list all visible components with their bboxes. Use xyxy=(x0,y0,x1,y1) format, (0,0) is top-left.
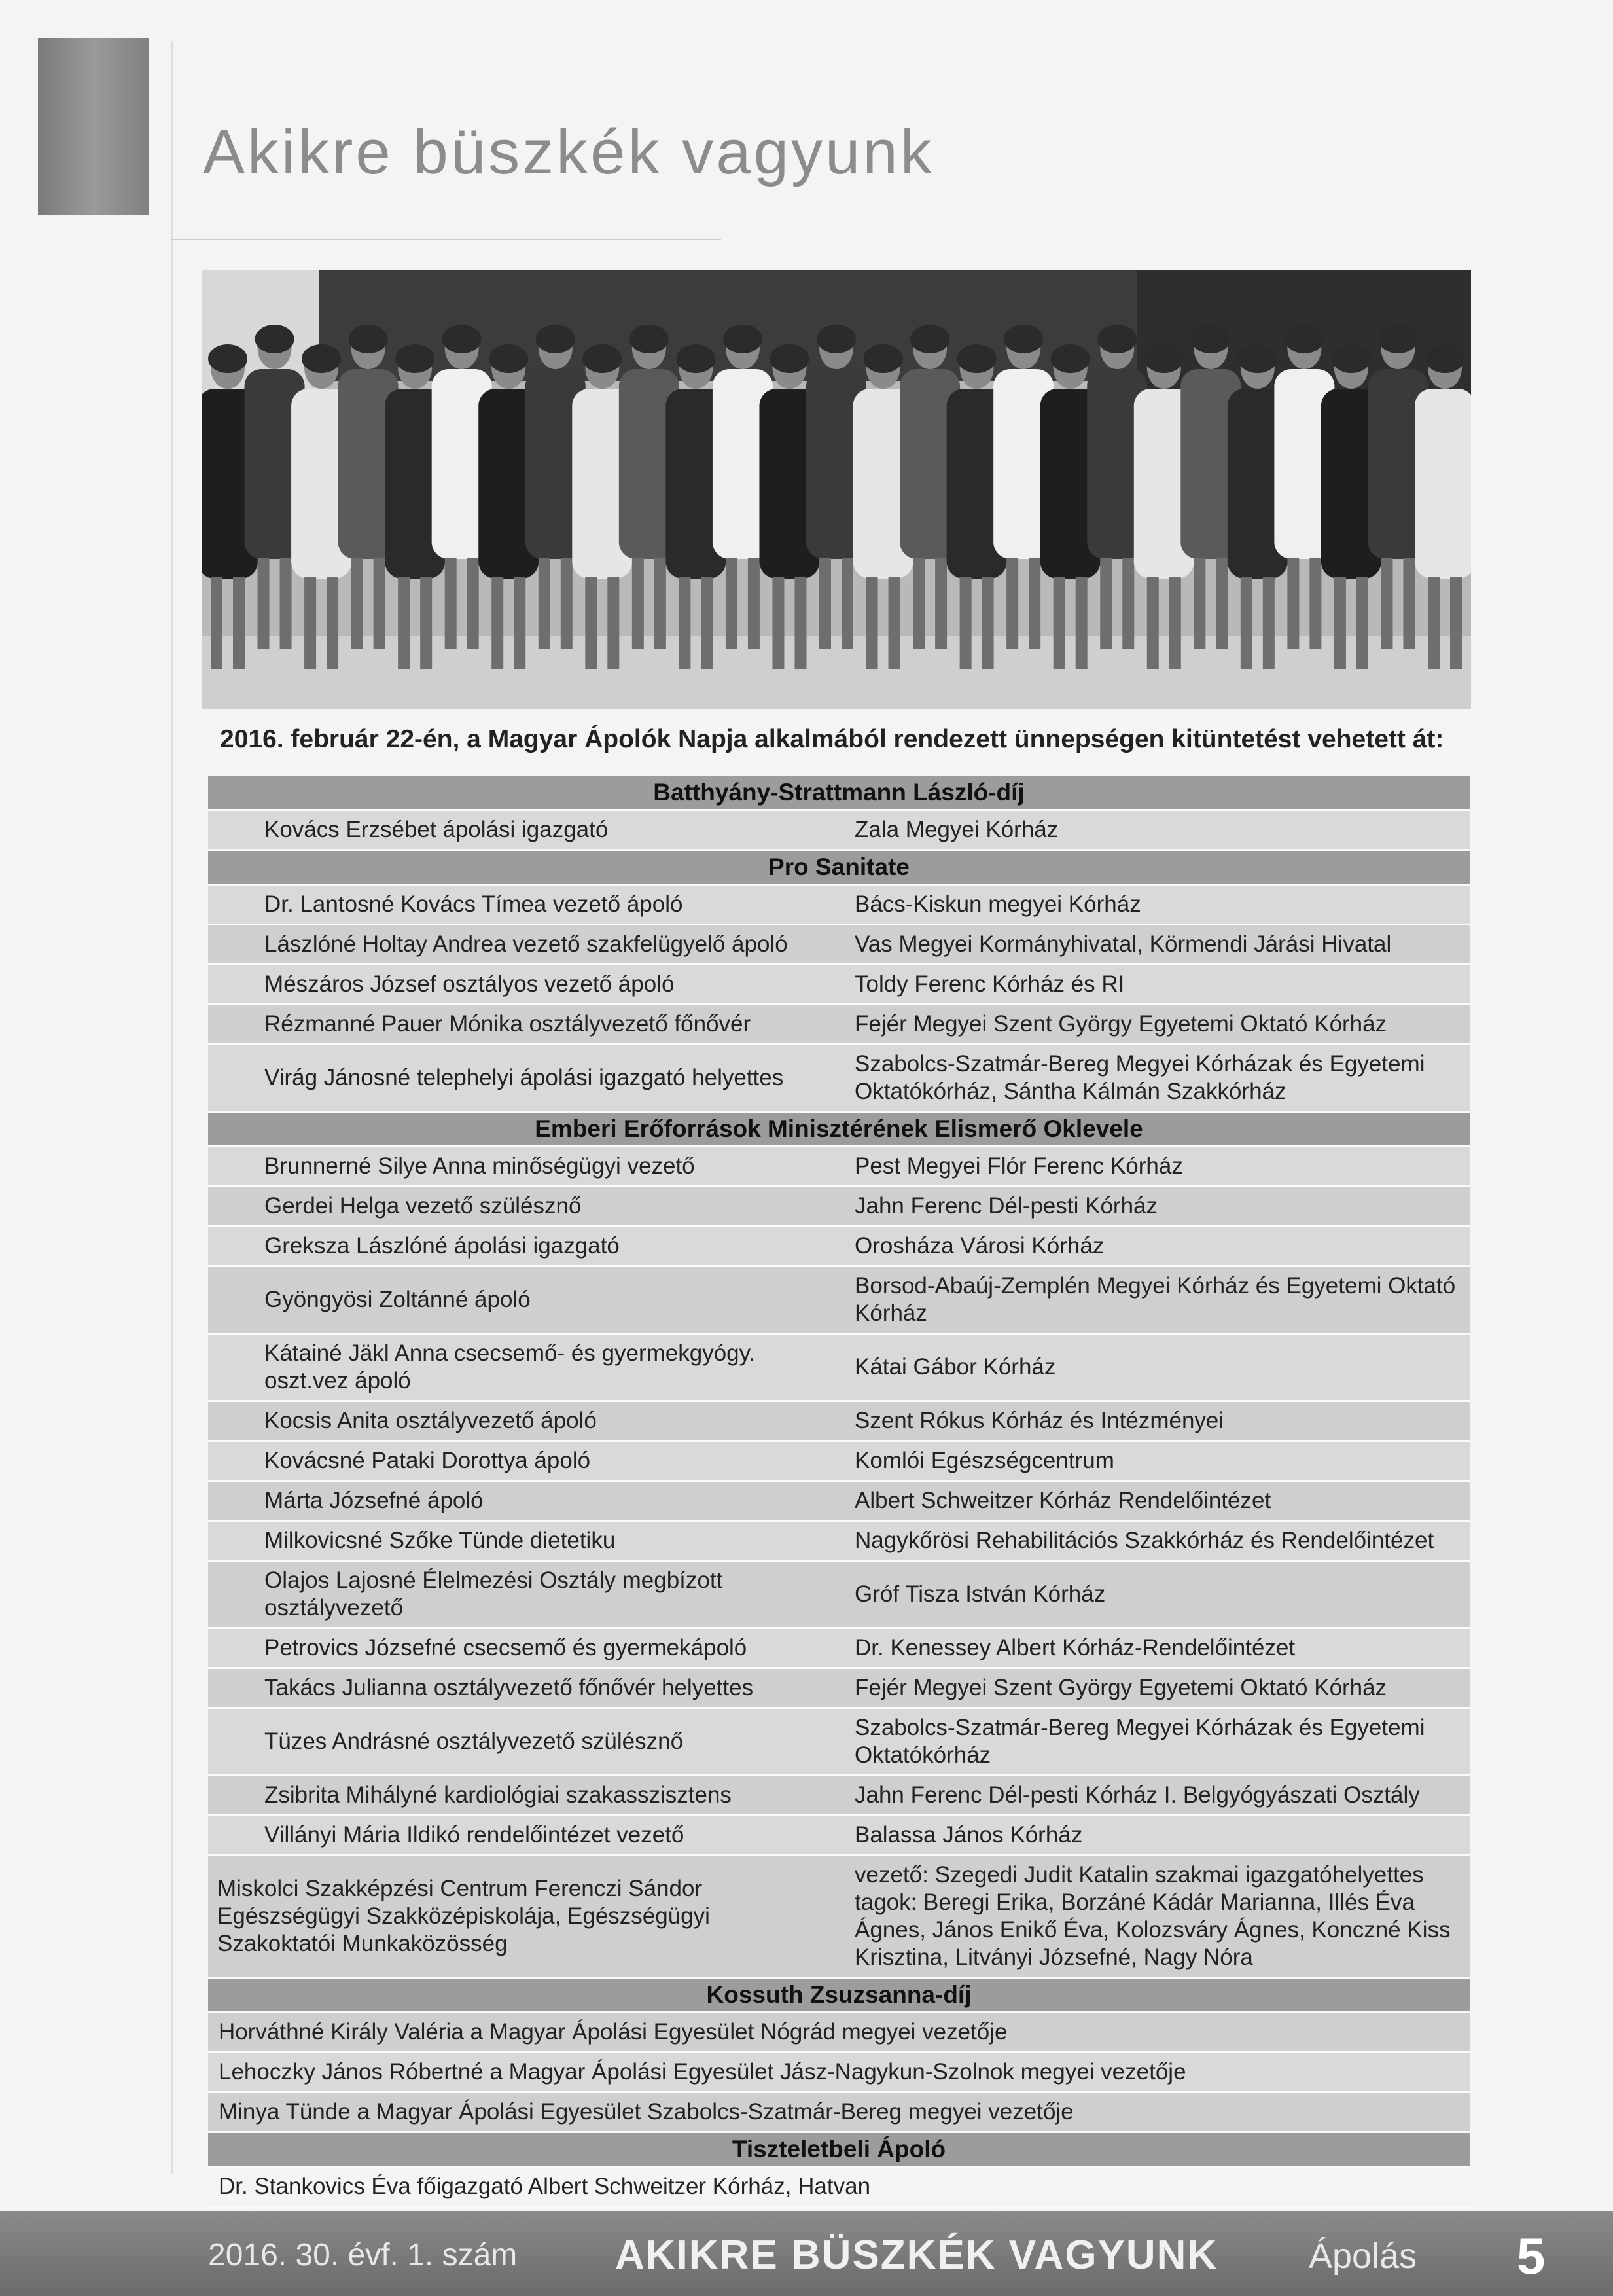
awardee-row xyxy=(208,1401,1470,1441)
person-leg xyxy=(1241,577,1252,669)
person-hair xyxy=(723,325,762,353)
person-leg xyxy=(398,577,410,669)
person-leg xyxy=(679,577,690,669)
awardee-name: Kátainé Jäkl Anna csecsemő- és gyermekgyógy. oszt.vez ápoló xyxy=(208,1334,839,1401)
page-number: 5 xyxy=(1517,2227,1546,2285)
awardee-row xyxy=(208,1708,1470,1776)
person-leg xyxy=(561,558,573,649)
person-hair xyxy=(1378,325,1417,353)
person-leg xyxy=(211,577,222,669)
awardee-name: Villányi Mária Ildikó rendelőintézet vezető xyxy=(208,1816,839,1856)
awardee-name: Kocsis Anita osztályvezető ápoló xyxy=(208,1401,839,1441)
group-photo xyxy=(202,270,1471,709)
awardee-description: Dr. Stankovics Éva főigazgató Albert Schweitzer Kórház, Hatvan xyxy=(208,2167,1470,2207)
person-leg xyxy=(467,558,479,649)
awardee-institution: Zala Megyei Kórház xyxy=(839,810,1470,850)
person-leg xyxy=(374,558,385,649)
award-section-title: Tiszteletbeli Ápoló xyxy=(208,2132,1470,2167)
person-leg xyxy=(445,558,457,649)
person-leg xyxy=(258,558,270,649)
awardee-row xyxy=(208,2013,1470,2053)
person-leg xyxy=(1381,558,1392,649)
person-leg xyxy=(1006,558,1018,649)
awardee-name: Brunnerné Silye Anna minőségügyi vezető xyxy=(208,1147,839,1187)
awards-table xyxy=(208,776,1470,2208)
awardee-institution: Fejér Megyei Szent György Egyetemi Oktató Kórház xyxy=(839,1005,1470,1045)
awardee-row xyxy=(208,1005,1470,1045)
awardee-institution: Dr. Kenessey Albert Kórház-Rendelőintézet xyxy=(839,1628,1470,1668)
person-leg xyxy=(1356,577,1368,669)
awardee-institution: Toldy Ferenc Kórház és RI xyxy=(839,965,1470,1005)
person-hair xyxy=(817,325,856,353)
awardee-name: Lászlóné Holtay Andrea vezető szakfelügyelő ápoló xyxy=(208,925,839,965)
awardee-name: Olajos Lajosné Élelmezési Osztály megbízott osztályvezető xyxy=(208,1561,839,1628)
person-leg xyxy=(1076,577,1088,669)
awardee-row xyxy=(208,1668,1470,1708)
person-leg xyxy=(585,577,597,669)
person-leg xyxy=(935,558,947,649)
person-hair xyxy=(1004,325,1043,353)
awardee-institution: Komlói Egészségcentrum xyxy=(839,1441,1470,1481)
person-leg xyxy=(819,558,831,649)
awardee-name: Virág Jánosné telephelyi ápolási igazgató helyettes xyxy=(208,1045,839,1112)
awardee-row xyxy=(208,965,1470,1005)
page-title: Akikre büszkék vagyunk xyxy=(203,117,934,187)
awardee-name: Kovács Erzsébet ápolási igazgató xyxy=(208,810,839,850)
person-hair xyxy=(1097,325,1137,353)
awardee-row xyxy=(208,1334,1470,1401)
awardee-institution: Kátai Gábor Kórház xyxy=(839,1334,1470,1401)
person-hair xyxy=(536,325,575,353)
awardee-row xyxy=(208,2167,1470,2207)
person-hair xyxy=(629,325,669,353)
awardee-row xyxy=(208,2092,1470,2132)
awardee-row xyxy=(208,1441,1470,1481)
awardee-name: Milkovicsné Szőke Tünde dietetiku xyxy=(208,1521,839,1561)
awardee-institution: Bács-Kiskun megyei Kórház xyxy=(839,885,1470,925)
person-hair xyxy=(1425,344,1464,373)
person-leg xyxy=(772,577,784,669)
person-hair xyxy=(1144,344,1184,373)
awardee-description: Horváthné Király Valéria a Magyar Ápolási Egyesület Nógrád megyei vezetője xyxy=(208,2013,1470,2053)
person-leg xyxy=(1403,558,1415,649)
person-leg xyxy=(960,577,972,669)
awardee-row xyxy=(208,810,1470,850)
awardee-institution: Jahn Ferenc Dél-pesti Kórház xyxy=(839,1187,1470,1227)
awardee-name: Takács Julianna osztályvezető főnővér helyettes xyxy=(208,1668,839,1708)
photo-caption: 2016. február 22-én, a Magyar Ápolók Napja alkalmából rendezett ünnepségen kitüntetést vehetett át: xyxy=(220,725,1444,753)
person-leg xyxy=(1029,558,1040,649)
person-leg xyxy=(420,577,432,669)
awardee-institution: Szent Rókus Kórház és Intézményei xyxy=(839,1401,1470,1441)
person-leg xyxy=(1287,558,1299,649)
margin-rule xyxy=(171,41,173,2174)
awardee-row xyxy=(208,885,1470,925)
decorative-side-bar xyxy=(38,38,149,215)
award-section-header xyxy=(208,1112,1470,1147)
person-hair xyxy=(208,344,247,373)
award-section-title: Kossuth Zsuzsanna-díj xyxy=(208,1978,1470,2013)
person-leg xyxy=(1100,558,1112,649)
person-leg xyxy=(607,577,619,669)
person-leg xyxy=(1054,577,1065,669)
awardee-institution: Orosháza Városi Kórház xyxy=(839,1227,1470,1266)
person-leg xyxy=(982,577,994,669)
awardee-description: Lehoczky János Róbertné a Magyar Ápolási Egyesület Jász-Nagykun-Szolnok megyei vezetője xyxy=(208,2053,1470,2092)
person-hair xyxy=(395,344,434,373)
awardee-name: Gerdei Helga vezető szülésznő xyxy=(208,1187,839,1227)
person-leg xyxy=(1147,577,1159,669)
person-leg xyxy=(1309,558,1321,649)
awardee-name: Dr. Lantosné Kovács Tímea vezető ápoló xyxy=(208,885,839,925)
person-hair xyxy=(910,325,949,353)
awardee-description: Minya Tünde a Magyar Ápolási Egyesület Szabolcs-Szatmár-Bereg megyei vezetője xyxy=(208,2092,1470,2132)
awardee-row xyxy=(208,1481,1470,1521)
person-body xyxy=(1415,389,1471,579)
person-leg xyxy=(726,558,737,649)
person-leg xyxy=(701,577,713,669)
awardee-institution: Albert Schweitzer Kórház Rendelőintézet xyxy=(839,1481,1470,1521)
award-section-header xyxy=(208,2132,1470,2167)
awardee-institution: Nagykőrösi Rehabilitációs Szakkórház és Rendelőintézet xyxy=(839,1521,1470,1561)
awardee-institution: Fejér Megyei Szent György Egyetemi Oktató Kórház xyxy=(839,1668,1470,1708)
awardee-institution: Szabolcs-Szatmár-Bereg Megyei Kórházak és Egyetemi Oktatókórház, Sántha Kálmán Szakkórház xyxy=(839,1045,1470,1112)
awardee-name: Petrovics Józsefné csecsemő és gyermekápoló xyxy=(208,1628,839,1668)
awardee-row xyxy=(208,1227,1470,1266)
person-hair xyxy=(255,325,294,353)
person-hair xyxy=(442,325,482,353)
issue-label: 2016. 30. évf. 1. szám xyxy=(208,2238,518,2272)
person-leg xyxy=(514,577,525,669)
award-section-title: Emberi Erőforrások Minisztérének Elismerő Oklevele xyxy=(208,1112,1470,1147)
awardee-institution: Gróf Tisza István Kórház xyxy=(839,1561,1470,1628)
person-leg xyxy=(233,577,245,669)
award-section-title: Pro Sanitate xyxy=(208,850,1470,885)
awardee-row xyxy=(208,1045,1470,1112)
title-divider xyxy=(171,239,721,240)
person-leg xyxy=(327,577,338,669)
person-hair xyxy=(489,344,528,373)
person-hair xyxy=(1285,325,1324,353)
person-hair xyxy=(1191,325,1230,353)
awardee-name: Kovácsné Pataki Dorottya ápoló xyxy=(208,1441,839,1481)
person-hair xyxy=(1332,344,1371,373)
awards-table-body xyxy=(208,776,1470,2207)
magazine-name: Ápolás xyxy=(1309,2236,1417,2276)
person-leg xyxy=(1169,577,1181,669)
person-leg xyxy=(1194,558,1205,649)
person-hair xyxy=(864,344,903,373)
person-leg xyxy=(280,558,292,649)
person-leg xyxy=(1122,558,1134,649)
person-hair xyxy=(1238,344,1277,373)
awardee-name: Greksza Lászlóné ápolási igazgató xyxy=(208,1227,839,1266)
awardee-row xyxy=(208,1816,1470,1856)
awardee-name: Tüzes Andrásné osztályvezető szülésznő xyxy=(208,1708,839,1776)
person-hair xyxy=(349,325,388,353)
person-hair xyxy=(582,344,622,373)
awardee-institution: Borsod-Abaúj-Zemplén Megyei Kórház és Egyetemi Oktató Kórház xyxy=(839,1266,1470,1334)
person-leg xyxy=(539,558,550,649)
person-leg xyxy=(866,577,878,669)
awardee-row xyxy=(208,925,1470,965)
person-leg xyxy=(1450,577,1462,669)
awardee-row xyxy=(208,1628,1470,1668)
awardee-name: Zsibrita Mihályné kardiológiai szakasszisztens xyxy=(208,1776,839,1816)
awardee-row xyxy=(208,1147,1470,1187)
awardee-institution: Vas Megyei Kormányhivatal, Körmendi Járási Hivatal xyxy=(839,925,1470,965)
awardee-institution: Pest Megyei Flór Ferenc Kórház xyxy=(839,1147,1470,1187)
person-leg xyxy=(491,577,503,669)
person-hair xyxy=(1051,344,1090,373)
person-hair xyxy=(302,344,341,373)
awardee-row xyxy=(208,1776,1470,1816)
awardee-name: Miskolci Szakképzési Centrum Ferenczi Sándor Egészségügyi Szakközépiskolája, Egészségügyi Szakoktatói Munkaközösség xyxy=(208,1856,839,1978)
person-hair xyxy=(957,344,997,373)
person-leg xyxy=(748,558,760,649)
person-leg xyxy=(1216,558,1228,649)
person-leg xyxy=(1334,577,1346,669)
person-leg xyxy=(794,577,806,669)
person-hair xyxy=(770,344,809,373)
person-leg xyxy=(632,558,644,649)
awardee-row xyxy=(208,1266,1470,1334)
person-leg xyxy=(351,558,363,649)
awardee-institution: Balassa János Kórház xyxy=(839,1816,1470,1856)
person-leg xyxy=(842,558,853,649)
awardee-name: Márta Józsefné ápoló xyxy=(208,1481,839,1521)
person-leg xyxy=(1428,577,1440,669)
award-section-header xyxy=(208,776,1470,810)
awardee-row xyxy=(208,1856,1470,1978)
awardee-row xyxy=(208,2053,1470,2092)
person-leg xyxy=(654,558,666,649)
award-section-header xyxy=(208,1978,1470,2013)
page-footer xyxy=(0,2211,1613,2296)
person-hair xyxy=(676,344,715,373)
person-leg xyxy=(1263,577,1275,669)
awardee-name: Gyöngyösi Zoltánné ápoló xyxy=(208,1266,839,1334)
award-section-header xyxy=(208,850,1470,885)
awardee-row xyxy=(208,1187,1470,1227)
section-label: AKIKRE BÜSZKÉK VAGYUNK xyxy=(615,2233,1218,2278)
person-leg xyxy=(889,577,900,669)
awardee-row xyxy=(208,1521,1470,1561)
awardee-institution: Jahn Ferenc Dél-pesti Kórház I. Belgyógyászati Osztály xyxy=(839,1776,1470,1816)
stage-floor xyxy=(202,636,1471,709)
award-section-title: Batthyány-Strattmann László-díj xyxy=(208,776,1470,810)
awardee-name: Mészáros József osztályos vezető ápoló xyxy=(208,965,839,1005)
person-leg xyxy=(304,577,316,669)
person-leg xyxy=(913,558,925,649)
awardee-institution: vezető: Szegedi Judit Katalin szakmai igazgatóhelyettes tagok: Beregi Erika, Borzáné Kádár Marianna, Illés Éva Ágnes, János Enikő Éva, Kolozsváry Ágnes, Konczné Kiss Krisztina, Litványi Józsefné, Nagy Nóra xyxy=(839,1856,1470,1978)
awardee-row xyxy=(208,1561,1470,1628)
awardee-institution: Szabolcs-Szatmár-Bereg Megyei Kórházak és Egyetemi Oktatókórház xyxy=(839,1708,1470,1776)
awardee-name: Rézmanné Pauer Mónika osztályvezető főnővér xyxy=(208,1005,839,1045)
